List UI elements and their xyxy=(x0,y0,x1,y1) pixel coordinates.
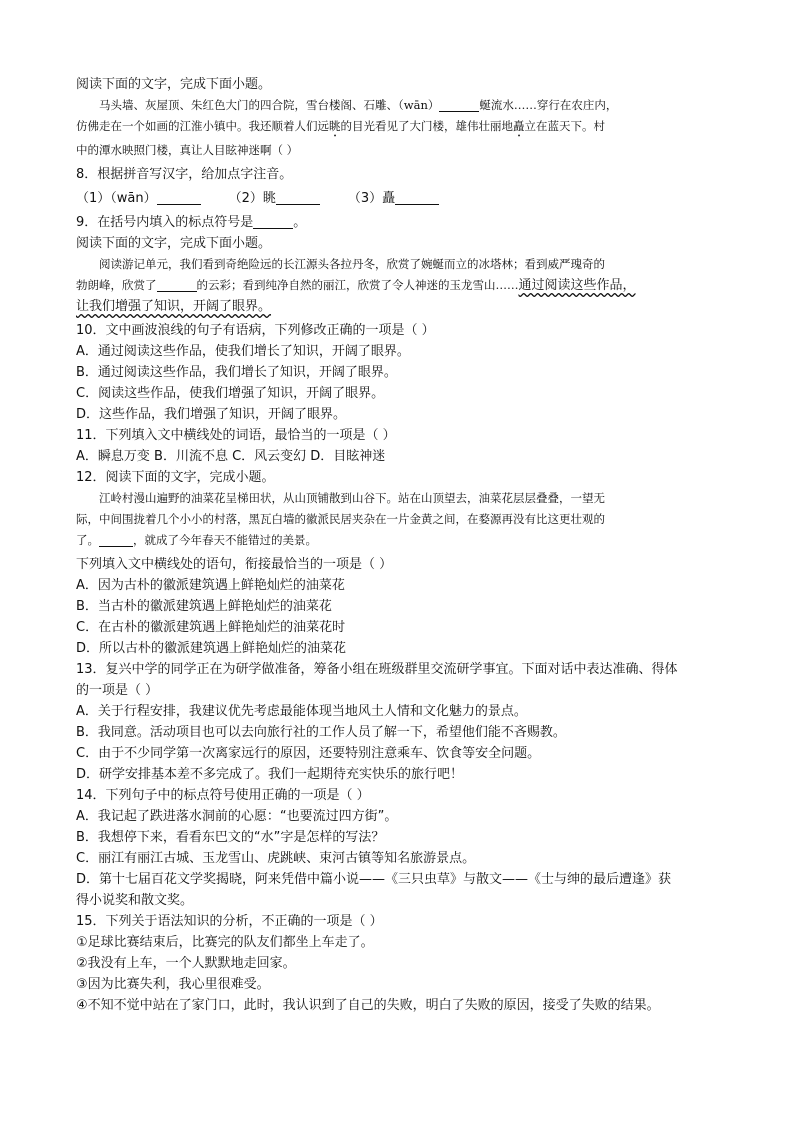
q13-option[interactable]: A．关于行程安排，我建议优先考虑最能体现当地风土人情和文化魅力的景点。 xyxy=(76,704,527,719)
q12-sub-stem: 下列填入文中横线处的语句，衔接最恰当的一项是（ ） xyxy=(76,557,393,572)
q14-option-continued: 得小说奖和散文奖。 xyxy=(76,893,194,908)
q12-passage-line: 际，中间围拢着几个小小的村落，黑瓦白墙的徽派民居夹杂在一片金黄之间，在婺源再没有比这更壮观的 xyxy=(76,512,605,526)
passage1-text: 蜒流水……穿行在农庄内， xyxy=(479,98,618,112)
worksheet xyxy=(76,74,726,1016)
q10-option[interactable]: D．这些作品，我们增强了知识，开阔了眼界。 xyxy=(76,407,347,422)
q8-item: （2）眺 xyxy=(228,191,276,206)
q13-option[interactable]: B．我同意。活动项目也可以去向旅行社的工作人员了解一下，希望他们能不吝赐教。 xyxy=(76,725,566,740)
passage1-line xyxy=(76,95,726,116)
passage2-line xyxy=(76,275,726,296)
q14-stem: 14．下列句子中的标点符号使用正确的一项是（ ） xyxy=(76,788,370,803)
q9-stem xyxy=(76,212,726,233)
fill-blank[interactable] xyxy=(253,214,293,229)
passage2-text: 勃朗峰，欣赏了 xyxy=(76,278,157,292)
q10-option[interactable]: A．通过阅读这些作品，使我们增长了知识，开阔了眼界。 xyxy=(76,344,410,359)
q14-option[interactable]: A．我记起了跌进落水洞前的心愿：“也要流过四方街”。 xyxy=(76,809,398,824)
q11-options[interactable]: A．瞬息万变 B．川流不息 C．风云变幻 D．目眩神迷 xyxy=(76,449,386,464)
q9-text: 。 xyxy=(293,215,307,230)
passage1-line xyxy=(76,116,726,140)
q15-item: ①足球比赛结束后，比赛完的队友们都坐上车走了。 xyxy=(76,935,374,950)
fill-blank[interactable] xyxy=(276,190,320,205)
q13-option[interactable]: D．研学安排基本差不多完成了。我们一起期待充实快乐的旅行吧！ xyxy=(76,767,464,782)
q13-stem: 的一项是（ ） xyxy=(76,683,159,698)
passage2-line xyxy=(76,296,726,317)
q12-option[interactable]: B．当古朴的徽派建筑遇上鲜艳灿烂的油菜花 xyxy=(76,599,332,614)
q10-stem: 10．文中画波浪线的句子有语病，下列修改正确的一项是（ ） xyxy=(76,323,435,338)
q12-option[interactable]: D．所以古朴的徽派建筑遇上鲜艳灿烂的油菜花 xyxy=(76,641,347,656)
q12-option[interactable]: C．在古朴的徽派建筑遇上鲜艳灿烂的油菜花时 xyxy=(76,620,346,635)
fill-blank[interactable] xyxy=(99,532,133,547)
q14-option[interactable]: C．丽江有丽江古城、玉龙雪山、虎跳峡、束河古镇等知名旅游景点。 xyxy=(76,851,476,866)
q8-item: （1）（wān） xyxy=(76,191,157,206)
q12-text: 了。 xyxy=(76,533,99,547)
fill-blank[interactable] xyxy=(395,190,439,205)
passage2-text: 的云彩；看到纯净自然的丽江，欣赏了令人神迷的玉龙雪山…… xyxy=(196,278,519,292)
q8-item: （3）矗 xyxy=(347,191,396,206)
q8-items xyxy=(76,188,726,209)
q13-option[interactable]: C．由于不少同学第一次离家远行的原因，还要特别注意乘车、饮食等安全问题。 xyxy=(76,746,541,761)
q14-option[interactable]: B．我想停下来，看看东巴文的“水”字是怎样的写法？ xyxy=(76,830,385,845)
q12-passage-line xyxy=(76,530,726,551)
q15-item: ③因为比赛失利，我心里很难受。 xyxy=(76,977,270,992)
q15-item: ④不知不觉中站在了家门口，此时，我认识到了自己的失败，明白了失败的原因，接受了失败的结果。 xyxy=(76,998,660,1013)
passage1-text: 立在蓝天下。村 xyxy=(524,119,605,133)
q12-stem: 12．阅读下面的文字，完成小题。 xyxy=(76,470,275,485)
q8-stem: 8．根据拼音写汉字，给加点字注音。 xyxy=(76,167,293,182)
q12-text: ，就成了今年春天不能错过的美景。 xyxy=(133,533,317,547)
passage1-text: 仿佛走在一个如画的江淮小镇中。我还顺着人们远 xyxy=(76,119,329,133)
fill-blank[interactable] xyxy=(157,277,197,292)
q10-option[interactable]: B．通过阅读这些作品，我们增长了知识，开阔了眼界。 xyxy=(76,365,397,380)
passage1-line: 中的潭水映照门楼，真让人目眩神迷啊（ ） xyxy=(76,143,299,157)
passage1-text: 马头墙、灰屋顶、朱红色大门的四合院，雪台楼阁、石雕、（wān） xyxy=(99,98,440,112)
q11-stem: 11．下列填入文中横线处的词语，最恰当的一项是（ ） xyxy=(76,428,396,443)
wavy-sentence: 让我们增强了知识，开阔了眼界。 xyxy=(76,299,272,314)
q10-option[interactable]: C．阅读这些作品，使我们增强了知识，开阔了眼界。 xyxy=(76,386,385,401)
q9-text: 9．在括号内填入的标点符号是 xyxy=(76,215,254,230)
q12-passage-line: 江岭村漫山遍野的油菜花呈梯田状，从山顶铺散到山谷下。站在山顶望去，油菜花层层叠叠，一望无 xyxy=(99,491,605,505)
dotted-char: 眺 xyxy=(329,119,341,133)
passage2-instruction: 阅读下面的文字，完成下面小题。 xyxy=(76,236,272,251)
q15-item: ②我没有上车，一个人默默地走回家。 xyxy=(76,956,296,971)
dotted-char: 矗 xyxy=(513,119,525,133)
passage1-instruction: 阅读下面的文字，完成下面小题。 xyxy=(76,77,272,92)
q14-option[interactable]: D．第十七届百花文学奖揭晓，阿来凭借中篇小说——《三只虫草》与散文——《士与绅的最后遭逢》获 xyxy=(76,872,672,887)
fill-blank[interactable] xyxy=(157,190,201,205)
passage2-line: 阅读游记单元，我们看到奇绝险远的长江源头各拉丹冬，欣赏了婉蜒而立的冰塔林；看到威严瑰奇的 xyxy=(99,257,605,271)
passage1-text: 的目光看见了大门楼，雄伟壮丽地 xyxy=(340,119,513,133)
q12-option[interactable]: A．因为古朴的徽派建筑遇上鲜艳灿烂的油菜花 xyxy=(76,578,345,593)
q15-stem: 15．下列关于语法知识的分析，不正确的一项是（ ） xyxy=(76,914,383,929)
wavy-sentence: 通过阅读这些作品， xyxy=(518,278,636,293)
q13-stem: 13．复兴中学的同学正在为研学做准备，筹备小组在班级群里交流研学事宜。下面对话中表达准确、得体 xyxy=(76,662,678,677)
fill-blank[interactable] xyxy=(439,97,479,112)
